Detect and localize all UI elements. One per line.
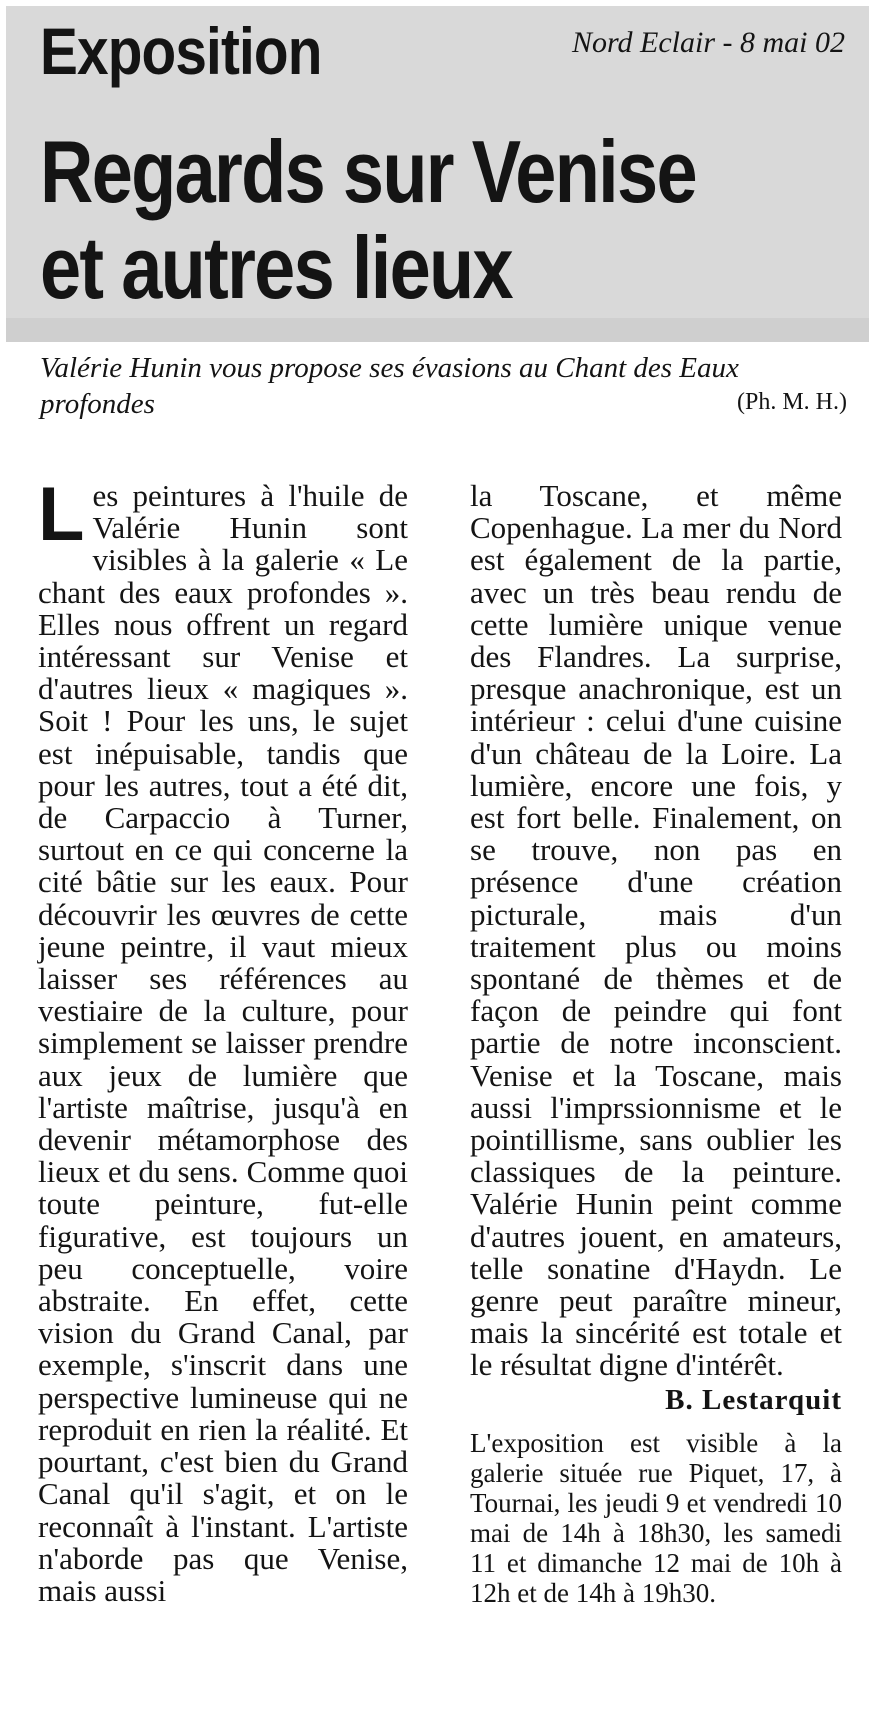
body-text-right: la Toscane, et même Copenhague. La mer du Nord est également de la partie, avec un très beau rendu de cette lumière unique venue des Flandres. La surprise, presque anachronique, est un intérieur : celui d'une cuisine d'un château de la Loire. La lumière, encore une fois, y est fort belle. Finalement, on se trouve, non pas en présence d'une création picturale, mais d'un traitement plus ou moins spontané de thèmes et de façon de peindre qui font partie de notre inconscient. Venise et la Toscane, mais aussi l'imprssionnisme et le pointillisme, sans oublier les classiques de la peinture. Valérie Hunin peint comme d'autres jouent, en amateurs, telle sonatine d'Haydn. Le genre peut paraître mineur, mais la sincérité est totale et le résultat digne d'intérêt. bbox=[470, 478, 842, 1383]
article-column-left bbox=[38, 472, 408, 1608]
kicker: Exposition bbox=[40, 14, 322, 88]
article-body-left bbox=[38, 472, 408, 1608]
source-line: Nord Eclair - 8 mai 02 bbox=[571, 26, 845, 59]
headline-band bbox=[6, 318, 869, 342]
drop-cap: L bbox=[38, 472, 85, 557]
article-column-right bbox=[470, 480, 842, 1608]
headline-line-1: Regards sur Venise bbox=[40, 122, 696, 221]
headline bbox=[40, 124, 696, 316]
photo-credit: (Ph. M. H.) bbox=[736, 389, 847, 415]
author-signature: B. Lestarquit bbox=[665, 1383, 842, 1416]
photo-caption: Valérie Hunin vous propose ses évasions au Chant des Eaux profondes bbox=[40, 352, 739, 420]
exhibition-info: L'exposition est visible à la galerie située rue Piquet, 17, à Tournai, les jeudi 9 et vendredi 10 mai de 14h à 18h30, les samedi 11 et dimanche 12 mai de 10h à 12h et de 14h à 19h30. bbox=[470, 1427, 842, 1608]
body-text-left: es peintures à l'huile de Valérie Hunin sont visibles à la galerie « Le chant des eaux profondes ». Elles nous offrent un regard intéressant sur Venise et d'autres lieux « magiques ». Soit ! Pour les uns, le sujet est inépuisable, tandis que pour les autres, tout a été dit, de Carpaccio à Turner, surtout en ce qui concerne la cité bâtie sur les eaux. Pour découvrir les œuvres de cette jeune peintre, il vaut mieux laisser ses références au vestiaire de la culture, pour simplement se laisser prendre aux jeux de lumière que l'artiste maîtrise, jusqu'à en devenir métamorphose des lieux et du sens. Comme quoi toute peinture, fut-elle figurative, est toujours un peu conceptuelle, voire abstraite. En effet, cette vision du Grand Canal, par exemple, s'inscrit dans une perspective lumineuse qui ne reproduit en rien la réalité. Et pourtant, c'est bien du Grand Canal qu'il s'agit, et on le reconnaît à l'instant. L'artiste n'aborde pas que Venise, mais aussi bbox=[38, 478, 408, 1608]
headline-line-2: et autres lieux bbox=[40, 218, 512, 317]
